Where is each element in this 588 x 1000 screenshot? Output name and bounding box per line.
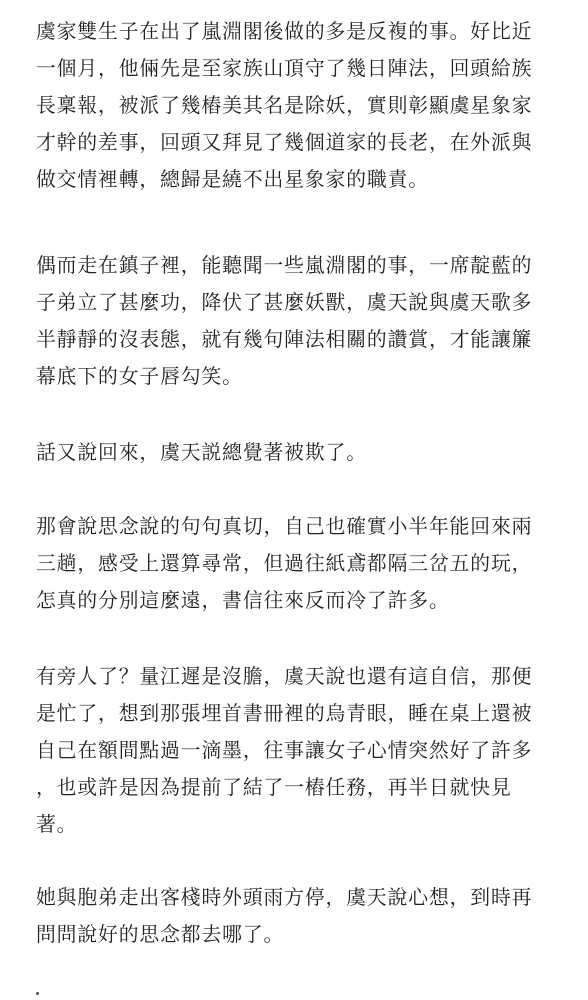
text-line: 一個月，他倆先是至家族山頂守了幾日陣法，回頭給族 bbox=[36, 57, 533, 80]
text-line: 話又說回來，虞天説總覺著被欺了。 bbox=[36, 441, 367, 464]
text-line: 著。 bbox=[36, 813, 78, 836]
text-line: 那會說思念說的句句真切，自己也確實小半年能回來兩 bbox=[36, 515, 533, 538]
text-line: 怎真的分別這麼遠，書信往來反而冷了許多。 bbox=[36, 589, 450, 612]
text-line: ，也或許是因為提前了結了一樁任務，再半日就快見 bbox=[36, 776, 512, 799]
text-line: 長稟報，被派了幾樁美其名是除妖，實則彰顯虞星象家 bbox=[36, 94, 533, 117]
text-line: 問問說好的思念都去哪了。 bbox=[36, 923, 285, 946]
text-line: 是忙了，想到那張埋首書冊裡的烏青眼，睡在桌上還被 bbox=[36, 702, 533, 725]
paragraph-4 bbox=[36, 508, 532, 619]
cut-off-text-fragment bbox=[36, 992, 39, 995]
paragraph-5 bbox=[36, 658, 532, 843]
text-line: 做交情裡轉，總歸是繞不出星象家的職責。 bbox=[36, 168, 429, 191]
paragraph-1 bbox=[36, 13, 532, 198]
text-line: 才幹的差事，回頭又拜見了幾個道家的長老，在外派與 bbox=[36, 131, 533, 154]
text-line: 自己在額間點過一滴墨，往事讓女子心情突然好了許多 bbox=[36, 739, 533, 762]
paragraph-2 bbox=[36, 247, 532, 395]
paragraph-3 bbox=[36, 434, 367, 471]
text-line: 偶而走在鎮子裡，能聽聞一些嵐淵閣的事，一席靛藍的 bbox=[36, 254, 533, 277]
text-line: 幕底下的女子唇勾笑。 bbox=[36, 365, 243, 388]
text-line: 她與胞弟走出客棧時外頭雨方停，虞天說心想，到時再 bbox=[36, 886, 533, 909]
text-line: 虞家雙生子在出了嵐淵閣後做的多是反複的事。好比近 bbox=[36, 20, 533, 43]
text-line: 子弟立了甚麼功，降伏了甚麼妖獸，虞天說與虞天歌多 bbox=[36, 291, 533, 314]
text-line: 有旁人了？量江遲是沒膽，虞天說也還有這自信，那便 bbox=[36, 665, 533, 688]
paragraph-6 bbox=[36, 879, 532, 953]
text-line: 半靜靜的沒表態，就有幾句陣法相關的讚賞，才能讓簾 bbox=[36, 328, 533, 351]
text-line: 三趟，感受上還算尋常，但過往紙鳶都隔三岔五的玩， bbox=[36, 552, 533, 575]
